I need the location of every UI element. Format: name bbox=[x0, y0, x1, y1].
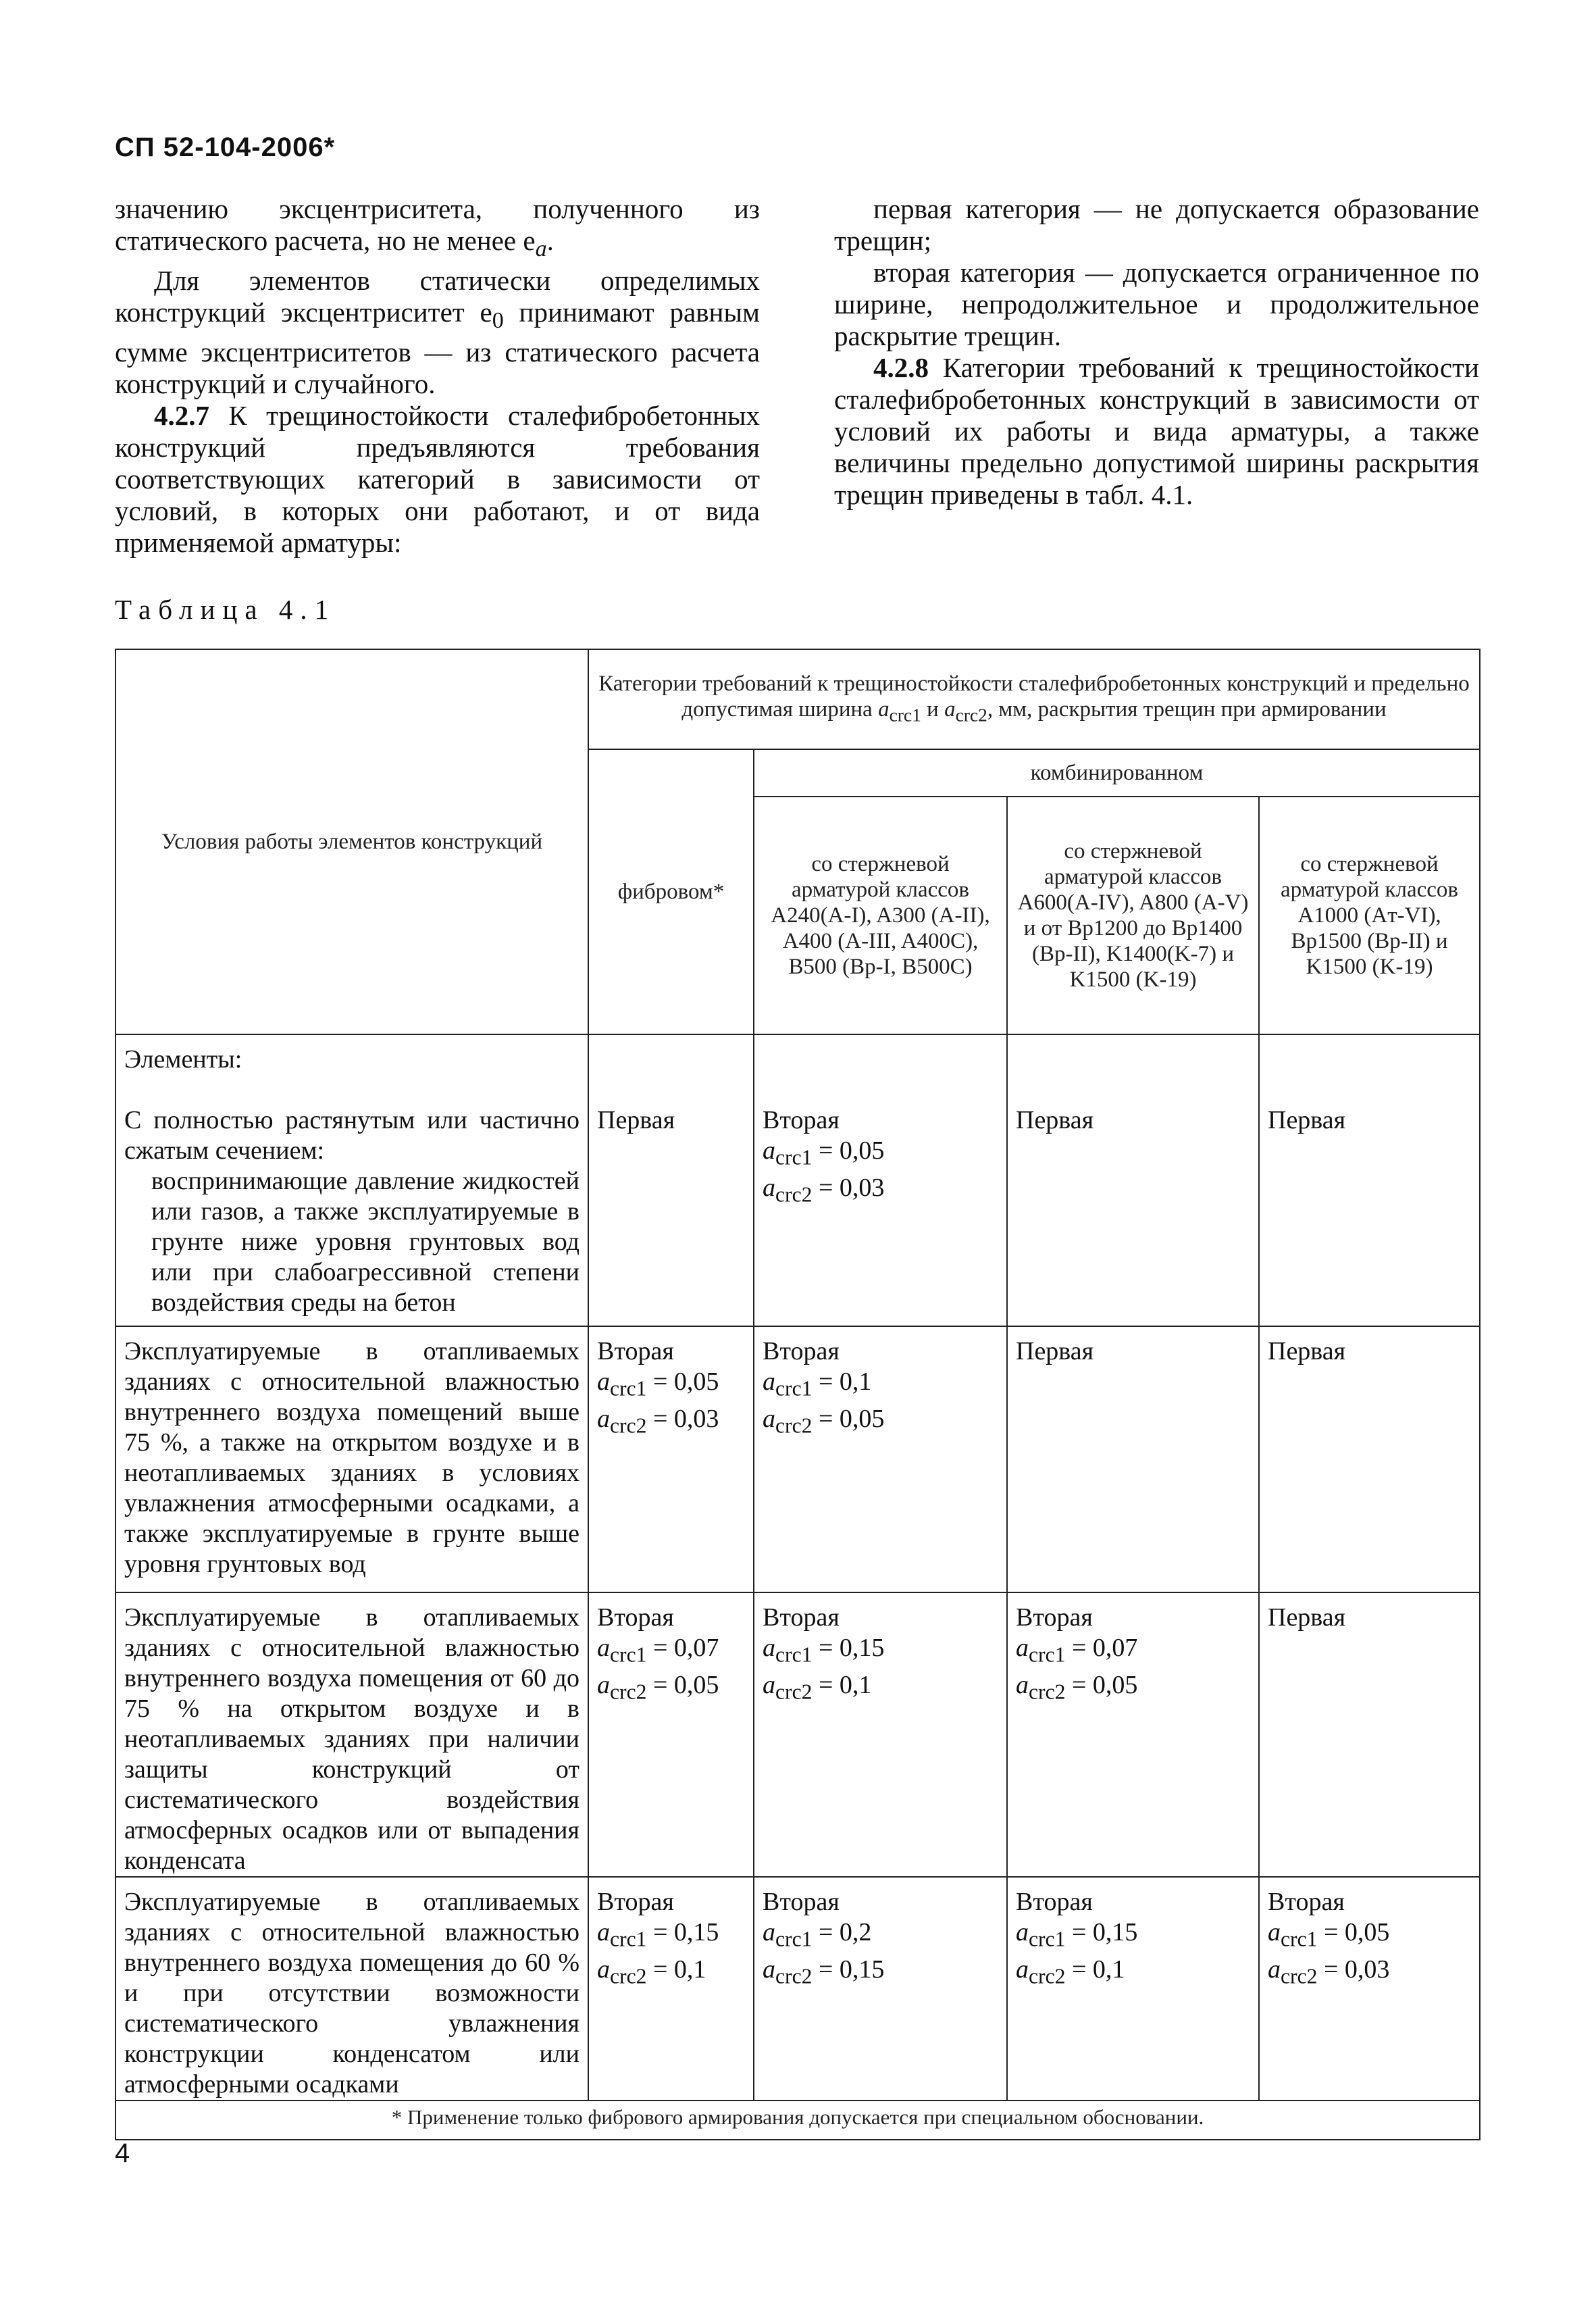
row-1-conditions bbox=[115, 1034, 588, 1326]
page-number: 4 bbox=[115, 2138, 130, 2168]
row-4-conditions: Эксплуатируемые в отапливаемых зданиях с относительной влажностью внутреннего воздуха помещения до 60 % и при отсутствии возможности систематического увлажнения конструкции конденсатом или атмосферными осадками bbox=[115, 1877, 588, 2101]
crack-resistance-table bbox=[115, 649, 1481, 2140]
header-categories: Категории требований к трещиностойкости сталефибробетонных конструкций и предельно допустимая ширина $a_{crc1}$ и $a_{crc2}$, мм, раскрытия трещин при армировании bbox=[588, 649, 1480, 749]
row-1-conditions-sub: воспринимающие давление жидкостей или газов, а также эксплуатируемые в грунте ниже уровня грунтовых вод или при слабоагрессивной степени воздействия среды на бетон bbox=[151, 1167, 580, 1317]
row-3-fiber: Вторая $a_{crc1} = 0,07$ $a_{crc2} = 0,05$ bbox=[588, 1592, 754, 1877]
table-title: Таблица 4.1 bbox=[115, 594, 336, 625]
header-fiber: фибровом* bbox=[588, 749, 754, 1034]
row-3-conditions: Эксплуатируемые в отапливаемых зданиях с относительной влажностью внутреннего воздуха помещения от 60 до 75 % на открытом воздухе и в неотапливаемых зданиях при наличии защиты конструкций от систематического воздействия атмосферных осадков или от выпадения конденсата bbox=[115, 1592, 588, 1877]
header-combined-class-1: со стержневой арматурой классов A240(A-I), A300 (A-II), A400 (A-III, A400C), B500 (Bp-I, B500C) bbox=[754, 797, 1007, 1034]
header-conditions: Условия работы элементов конструкций bbox=[115, 649, 588, 1034]
row-2-class-3: Первая bbox=[1259, 1326, 1480, 1592]
right-column bbox=[834, 193, 1479, 511]
row-4-fiber: Вторая $a_{crc1} = 0,15$ $a_{crc2} = 0,1$ bbox=[588, 1877, 754, 2101]
row-4-class-1: Вторая $a_{crc1} = 0,2$ $a_{crc2} = 0,15$ bbox=[754, 1877, 1007, 2101]
paragraph-second-category: вторая категория — допускается ограниченное по ширине, непродолжительное и продолжительное раскрытие трещин. bbox=[834, 257, 1479, 351]
row-3-class-2: Вторая $a_{crc1} = 0,07$ $a_{crc2} = 0,05$ bbox=[1007, 1592, 1259, 1877]
table-row bbox=[115, 1877, 1480, 2101]
header-combined-class-2: со стержневой арматурой классов A600(A-IV), A800 (A-V) и от Bp1200 до Bp1400 (Bp-II), K1400(K-7) и K1500 (K-19) bbox=[1007, 797, 1259, 1034]
row-1-class-3: Первая bbox=[1259, 1034, 1480, 1326]
paragraph-eccentricity-end: значению эксцентриситета, полученного из статического расчета, но не менее $e_a$. bbox=[115, 193, 760, 262]
document-code: СП 52-104-2006* bbox=[115, 132, 336, 162]
elements-label: Элементы: bbox=[124, 1045, 242, 1074]
row-1-fiber: Первая bbox=[588, 1034, 754, 1326]
row-3-class-3: Первая bbox=[1259, 1592, 1480, 1877]
row-2-class-2: Первая bbox=[1007, 1326, 1259, 1592]
row-2-fiber: Вторая $a_{crc1} = 0,05$ $a_{crc2} = 0,03$ bbox=[588, 1326, 754, 1592]
row-1-class-2: Первая bbox=[1007, 1034, 1259, 1326]
row-3-class-1: Вторая $a_{crc1} = 0,15$ $a_{crc2} = 0,1$ bbox=[754, 1592, 1007, 1877]
table-footnote: * Применение только фибрового армирования допускается при специальном обосновании. bbox=[115, 2101, 1480, 2140]
table-row bbox=[115, 1034, 1480, 1326]
paragraph-eccentricity-sum: Для элементов статически определимых конструкций эксцентриситет $e_0$ принимают равным сумме эксцентриситетов — из статического расчета конструкций и случайного. bbox=[115, 265, 760, 400]
header-combined: комбинированном bbox=[754, 749, 1480, 797]
paragraph-4-2-7: 4.2.7 К трещиностойкости сталефибробетонных конструкций предъявляются требования соответствующих категорий в зависимости от условий, в которых они работают, и от вида применяемой арматуры: bbox=[115, 400, 760, 559]
row-1-class-1: Вторая $a_{crc1} = 0,05$ $a_{crc2} = 0,03$ bbox=[754, 1034, 1007, 1326]
row-1-conditions-main: С полностью растянутым или частично сжатым сечением: bbox=[124, 1106, 580, 1165]
row-2-class-1: Вторая $a_{crc1} = 0,1$ $a_{crc2} = 0,05$ bbox=[754, 1326, 1007, 1592]
left-column bbox=[115, 193, 760, 559]
row-4-class-2: Вторая $a_{crc1} = 0,15$ $a_{crc2} = 0,1$ bbox=[1007, 1877, 1259, 2101]
row-4-class-3: Вторая $a_{crc1} = 0,05$ $a_{crc2} = 0,03$ bbox=[1259, 1877, 1480, 2101]
paragraph-4-2-8: 4.2.8 Категории требований к трещиностойкости сталефибробетонных конструкций в зависимости от условий их работы и вида арматуры, а также величины предельно допустимой ширины раскрытия трещин приведены в табл. 4.1. bbox=[834, 352, 1479, 510]
paragraph-first-category: первая категория — не допускается образование трещин; bbox=[834, 193, 1479, 256]
table-row bbox=[115, 1592, 1480, 1877]
row-2-conditions: Эксплуатируемые в отапливаемых зданиях с относительной влажностью внутреннего воздуха помещений выше 75 %, а также на открытом воздухе и в неотапливаемых зданиях в условиях увлажнения атмосферными осадками, а также эксплуатируемые в грунте выше уровня грунтовых вод bbox=[115, 1326, 588, 1592]
header-combined-class-3: со стержневой арматурой классов A1000 (Aт-VI), Bp1500 (Bp-II) и K1500 (K-19) bbox=[1259, 797, 1480, 1034]
table-row bbox=[115, 1326, 1480, 1592]
